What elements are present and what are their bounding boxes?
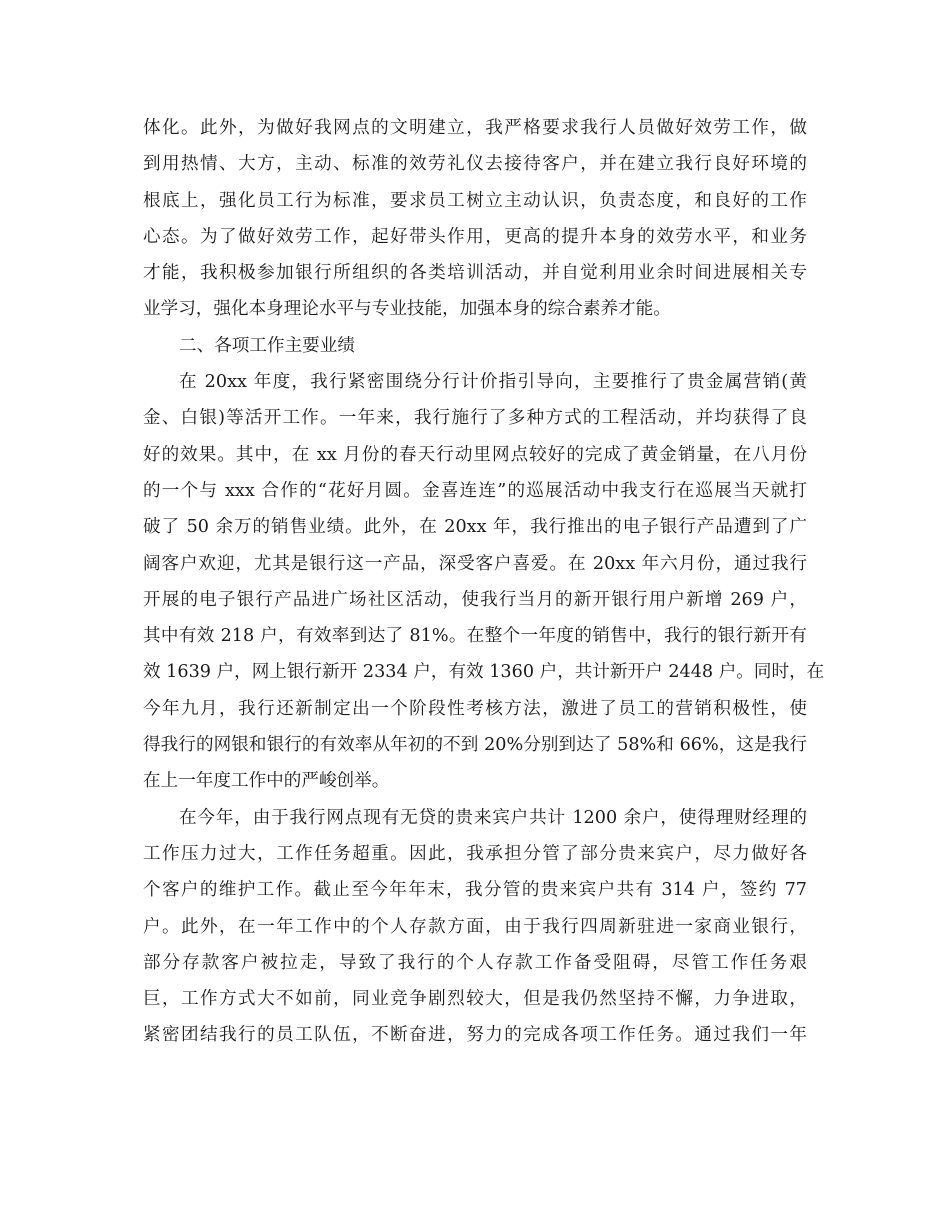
text-line: 业学习，强化本身理论水平与专业技能，加强本身的综合素养才能。 [143, 299, 671, 320]
text-line: 在今年，由于我行网点现有无贷的贵来宾户共计 1200 余户，使得理财经理的 [179, 807, 807, 828]
text-line: 今年九月，我行还新制定出一个阶段性考核方法，激进了员工的营销积极性，使 [143, 698, 807, 719]
text-line: 户。此外，在一年工作中的个人存款方面，由于我行四周新驻进一家商业银行， [143, 916, 807, 937]
text-line: 巨，工作方式大不如前，同业竞争剧烈较大，但是我仍然坚持不懈，力争进取， [143, 989, 807, 1010]
text-line: 的一个与 xxx 合作的“花好月圆。金喜连连”的巡展活动中我支行在巡展当天就打 [143, 480, 807, 501]
text-line: 心态。为了做好效劳工作，起好带头作用，更高的提升本身的效劳水平，和业务 [143, 226, 807, 247]
text-line: 阔客户欢迎，尤其是银行这一产品，深受客户喜爱。在 20xx 年六月份，通过我行 [143, 553, 807, 574]
text-line: 金、白银)等活开工作。一年来，我行施行了多种方式的工程活动，并均获得了良 [143, 408, 807, 429]
text-line: 好的效果。其中，在 xx 月份的春天行动里网点较好的完成了黄金销量，在八月份 [143, 444, 807, 465]
text-line: 破了 50 余万的销售业绩。此外，在 20xx 年，我行推出的电子银行产品遭到了广 [143, 517, 807, 538]
text-line: 其中有效 218 户，有效率到达了 81%。在整个一年度的销售中，我行的银行新开有 [143, 626, 807, 647]
text-line: 体化。此外，为做好我网点的文明建立，我严格要求我行人员做好效劳工作，做 [143, 118, 807, 138]
text-line: 开展的电子银行产品进广场社区活动，使我行当月的新开银行用户新增 269 户， [143, 589, 807, 610]
text-line: 紧密团结我行的员工队伍，不断奋进，努力的完成各项工作任务。通过我们一年 [143, 1025, 807, 1046]
text-line: 根底上，强化员工行为标准，要求员工树立主动认识，负责态度，和良好的工作 [143, 190, 807, 211]
text-line: 工作压力过大，工作任务超重。因此，我承担分管了部分贵来宾户，尽力做好各 [143, 843, 807, 864]
text-line: 二、各项工作主要业绩 [179, 335, 355, 356]
text-line: 得我行的网银和银行的有效率从年初的不到 20%分别到达了 58%和 66%，这是我行 [143, 735, 807, 756]
text-line: 部分存款客户被拉走，导致了我行的个人存款工作备受阻碍，尽管工作任务艰 [143, 952, 807, 973]
text-line: 个客户的维护工作。截止至今年年末，我分管的贵来宾户共有 314 户，签约 77 [143, 880, 807, 901]
text-line: 才能，我积极参加银行所组织的各类培训活动，并自觉利用业余时间进展相关专 [143, 263, 807, 284]
text-line: 在上一年度工作中的严峻创举。 [143, 771, 390, 792]
text-line: 在 20xx 年度，我行紧密围绕分行计价指引导向，主要推行了贵金属营销(黄 [179, 372, 807, 393]
text-line: 到用热情、大方，主动、标准的效劳礼仪去接待客户，并在建立我行良好环境的 [143, 154, 807, 175]
body-text [143, 110, 825, 1054]
text-line: 效 1639 户，网上银行新开 2334 户，有效 1360 户，共计新开户 2448 户。同时，在 [143, 662, 825, 683]
